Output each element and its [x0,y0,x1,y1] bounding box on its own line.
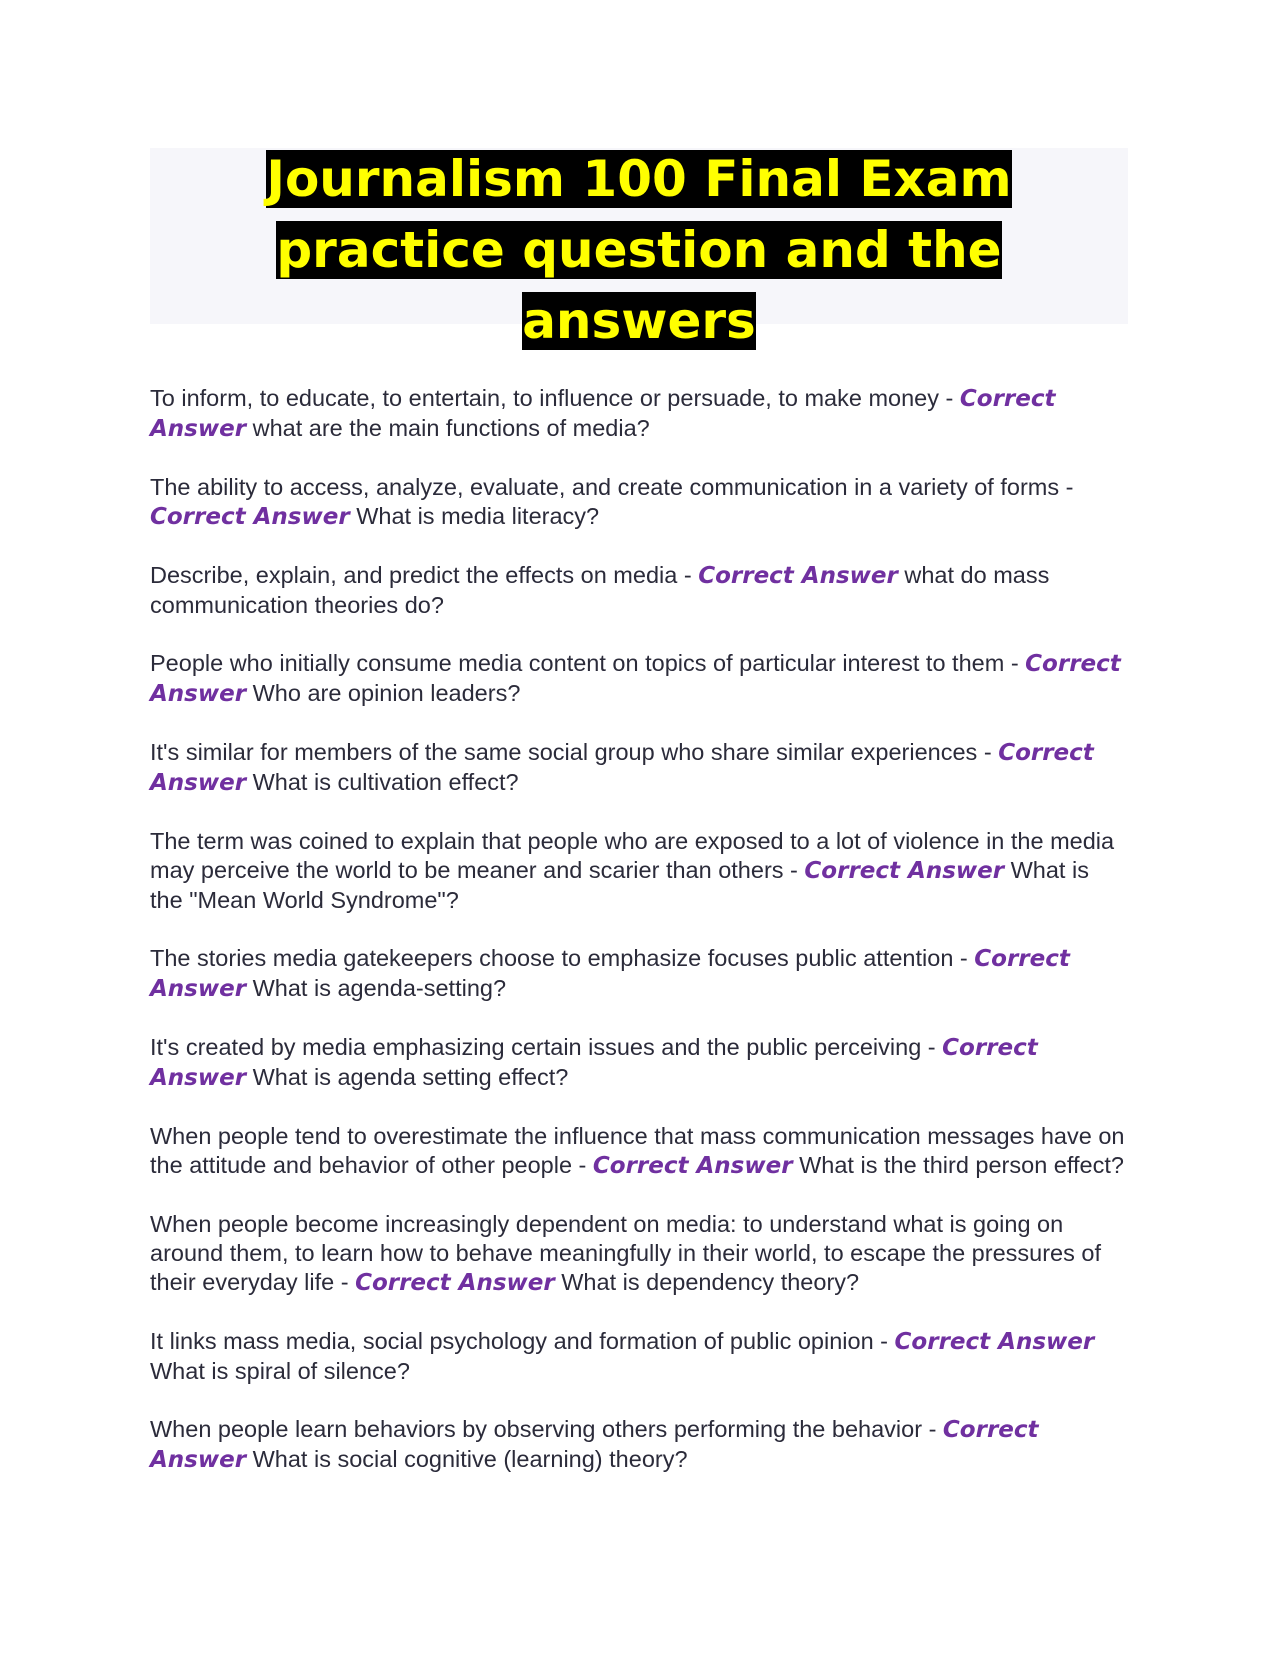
qa-answer: What is the third person effect? [799,1152,1124,1178]
qa-answer: What is media literacy? [356,503,600,529]
qa-item [150,384,1128,444]
correct-answer-label: Correct Answer [150,651,1121,707]
qa-answer: what do mass communication theories do? [150,562,1050,618]
qa-prompt: Describe, explain, and predict the effects on media - [150,562,692,588]
correct-answer-label: Correct Answer [150,504,350,530]
qa-prompt: The stories media gatekeepers choose to emphasize focuses public attention - [150,945,968,971]
qa-item [150,561,1128,620]
correct-answer-label: Correct Answer [150,1417,1039,1473]
qa-prompt: The term was coined to explain that people who are exposed to a lot of violence in the media may perceive the world to be meaner and scarier than others - [150,828,1115,883]
qa-item [150,944,1128,1004]
qa-prompt: When people tend to overestimate the influence that mass communication messages have on the attitude and behavior of other people - [150,1123,1125,1178]
qa-prompt: It's similar for members of the same social group who share similar experiences - [150,739,992,765]
qa-prompt: When people learn behaviors by observing others performing the behavior - [150,1416,937,1442]
correct-answer-label: Correct Answer [592,1153,793,1179]
qa-item [150,1327,1128,1386]
qa-item [150,1122,1128,1181]
qa-prompt: When people become increasingly dependent on media: to understand what is going on around them, to learn how to behave meaningfully in their world, to escape the pressures of their everyday life - [150,1211,1101,1295]
qa-prompt: To inform, to educate, to entertain, to influence or persuade, to make money - [150,385,954,411]
qa-prompt: People who initially consume media content on topics of particular interest to them - [150,650,1019,676]
qa-answer: Who are opinion leaders? [252,680,521,706]
qa-item [150,1210,1128,1298]
qa-prompt: It links mass media, social psychology and formation of public opinion - [150,1328,889,1354]
title-banner [150,148,1128,350]
document-title: Journalism 100 Final Exam practice question and the answers [266,150,1012,350]
correct-answer-label: Correct Answer [894,1329,1095,1355]
qa-answer: What is cultivation effect? [252,769,519,795]
qa-item [150,1415,1128,1475]
qa-item [150,827,1128,915]
qa-answer: What is spiral of silence? [150,1358,410,1384]
qa-item [150,738,1128,798]
correct-answer-label: Correct Answer [355,1270,555,1296]
correct-answer-label: Correct Answer [150,1035,1038,1091]
correct-answer-label: Correct Answer [150,740,1094,796]
qa-answer: What is social cognitive (learning) theory? [252,1446,688,1472]
qa-item [150,649,1128,709]
correct-answer-label: Correct Answer [804,858,1005,884]
correct-answer-label: Correct Answer [150,946,1070,1002]
qa-item [150,1033,1128,1093]
qa-prompt: The ability to access, analyze, evaluate, and create communication in a variety of forms - [150,474,1074,500]
correct-answer-label: Correct Answer [698,563,898,589]
qa-item [150,473,1128,532]
qa-answer: What is dependency theory? [561,1269,860,1295]
qa-list [150,384,1128,1475]
qa-answer: What is agenda setting effect? [252,1064,569,1090]
correct-answer-label: Correct Answer [150,386,1056,442]
qa-prompt: It's created by media emphasizing certain issues and the public perceiving - [150,1034,936,1060]
qa-answer: what are the main functions of media? [252,415,650,441]
qa-answer: What is the "Mean World Syndrome"? [150,857,1089,913]
document-page [150,148,1128,1504]
qa-answer: What is agenda-setting? [252,975,507,1001]
